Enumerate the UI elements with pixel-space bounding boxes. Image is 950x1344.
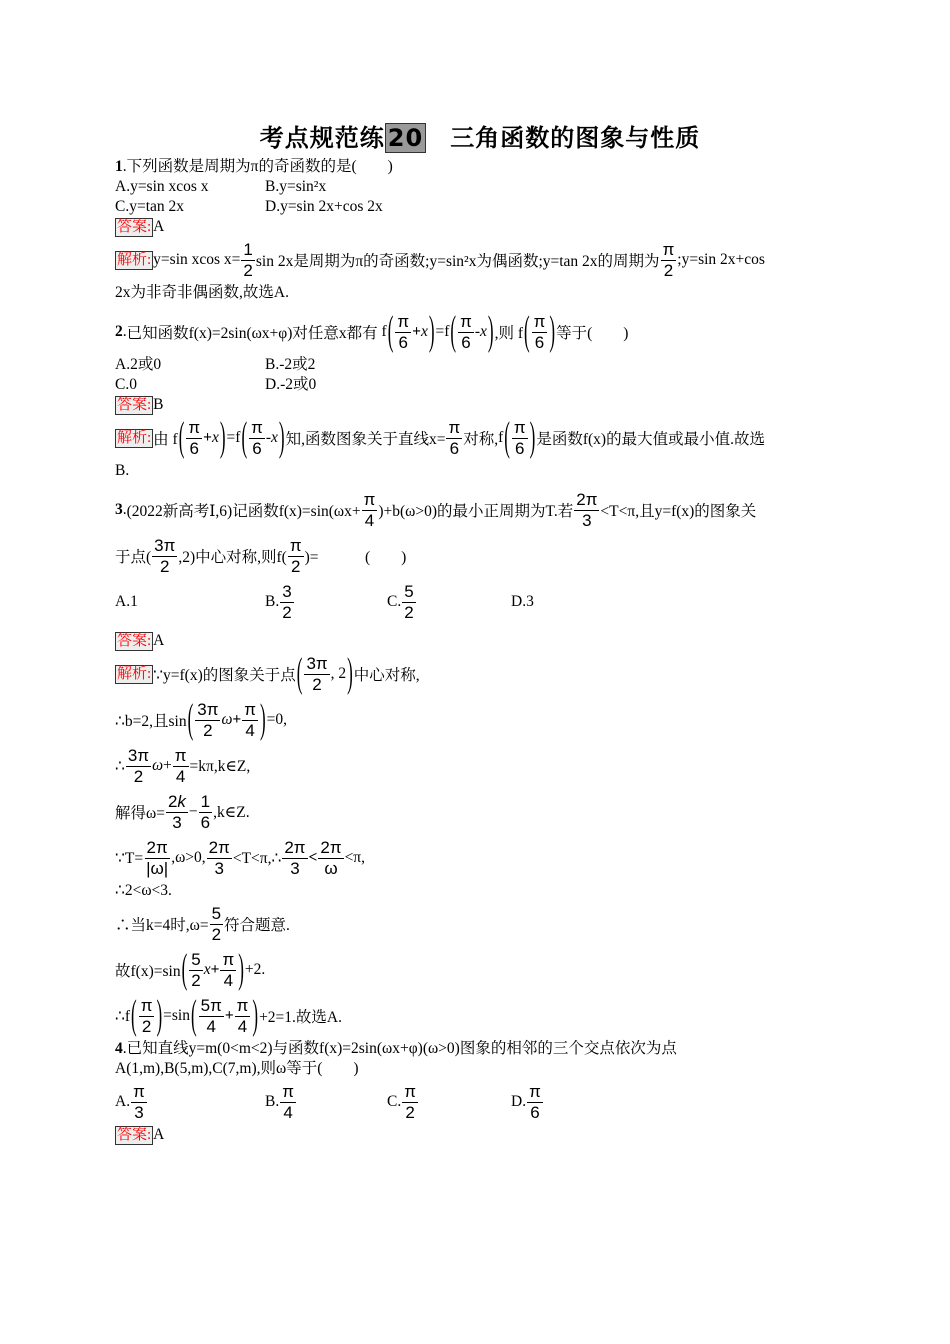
q1-option-c: C.y=tan 2x <box>115 198 185 215</box>
q1-answer: 答案: A <box>117 218 165 235</box>
q1-option-b: B.y=sin²x <box>265 178 327 195</box>
worksheet: 考点规范练 20 三角函数的图象与性质 1.下列函数是周期为π的奇函数的是( ) A.y=sin xcos x B.y=sin²x C.y=tan 2x D.y=sin 2x+cos 2x 答案: A 解析: y=sin xcos x= $\frac{1}{2}$ sin 2x是周期为π的奇函数;y=sin²x为偶函数;y=tan 2x的周期为 $\frac{\pi}{2}$ ;y=sin 2x+cos 2x为非奇非偶函数,故选A. 2 . 已知函数f(x)=2sin(ωx+φ)对任意x都有 f ( $\frac{\pi}{6}$ + x ) =f ( $\frac{\pi}{6}$ - x ) ,则 f ( $\frac{\pi}{6}$ ) 等于( ) A.2或0 B.-2或2 C.0 D.-2或0 答案: B 解析: 由 f ( $\frac{\pi}{6}$ + x ) =f ( $\frac{\pi}{6}$ - x ) 知,函数图象关于直线x= $\frac{\pi}{6}$ 对称, f ( $\frac{\pi}{6}$ ) 是函数f(x)的最大值或最小值.故选 B. 3 . (2022新高考Ⅰ,6)记函数f(x)=sin(ωx+ $\frac{\pi}{4}$ )+b(ω>0)的最小正周期为T.若 $\frac{2\pi}{3}$ <T<π,且y=f(x)的图象关 于点( $\frac{3\pi}{2}$ ,2)中心对称,则f( $\frac{\pi}{2}$ )= ( ) A.1 B. $\frac{3}{2}$ C. $\frac{5}{2}$ D.3 答案: A 解析: ∵y=f(x)的图象关于点 ( $\frac{3\pi}{2}$ , 2 ) 中心对称, ∴b=2,且sin ( $\frac{3\pi}{2}$ ω + $\frac{\pi}{4}$ ) =0, ∴ $\frac{3\pi}{2}$ ω + $\frac{\pi}{4}$ =kπ,k∈Z, 解得ω= $\frac{2k}{3}$ − $\frac{1}{6}$ ,k∈Z. ∵T= $\frac{2\pi}{|\omega|}$ ,ω>0, $\frac{2\pi}{3}$ <T<π,∴ $\frac{2\pi}{3}$ < $\frac{2\pi}{\omega}$ <π, ∴2<ω<3. ∴当k=4时,ω= $\frac{5}{2}$ 符合题意. 故f(x)=sin ( $\frac{5}{2}$ x + $\frac{\pi}{4}$ ) +2. ∴f ( $\frac{\pi}{2}$ ) =sin ( $\frac{5\pi}{4}$ + $\frac{\pi}{4}$ ) +2=1.故选A. 4.已知直线y=m(0<m<2)与函数f(x)=2sin(ωx+φ)(ω>0)图象的相邻的三个交点依次为点 A(1,m),B(5,m),C(7,m),则ω等于( ) A. $\frac{\pi}{3}$ B. $\frac{\pi}{4}$ C. $\frac{\pi}{2}$ D. $\frac{\pi}{6}$ 答案: A <box>115 118 835 1145</box>
q4-stem: 4.已知直线y=m(0<m<2)与函数f(x)=2sin(ωx+φ)(ω>0)图象的相邻的三个交点依次为点 <box>115 1040 677 1057</box>
q1-options <box>115 177 835 197</box>
q1-option-a: A.y=sin xcos x <box>115 178 209 195</box>
q2-analysis: 解析: 由 f ( $\frac{\pi}{6}$ + x ) =f ( $\frac{\pi}{6}$ - x ) 知,函数图象关于直线x= $\frac{\pi}{6}$ 对称, f ( $\frac{\pi}{6}$ ) 是函数f(x)的最大值或最小值.故选 <box>117 414 765 460</box>
exercise-number: 20 <box>385 123 426 153</box>
q2-options: A.2或0 B.-2或2 <box>115 356 316 373</box>
q2-stem: 2 . 已知函数f(x)=2sin(ωx+φ)对任意x都有 f ( $\frac{\pi}{6}$ + x ) =f ( $\frac{\pi}{6}$ - x ) ,则 f ( $\frac{\pi}{6}$ ) 等于( ) <box>115 308 629 354</box>
q1-stem: 1.下列函数是周期为π的奇函数的是( ) <box>115 158 393 175</box>
q3-options: A.1 B. $\frac{3}{2}$ C. $\frac{5}{2}$ D.3 <box>115 581 534 622</box>
q1-analysis: 解析: y=sin xcos x= $\frac{1}{2}$ sin 2x是周期为π的奇函数;y=sin²x为偶函数;y=tan 2x的周期为 $\frac{\pi}{2}$ ;y=sin 2x+cos <box>117 239 765 280</box>
q3-analysis: 解析: ∵y=f(x)的图象关于点 ( $\frac{3\pi}{2}$ , 2 ) 中心对称, <box>117 650 420 696</box>
q4-answer: 答案: A <box>117 1126 165 1143</box>
analysis-label: 解析: <box>117 251 152 268</box>
q4-options: A. $\frac{\pi}{3}$ B. $\frac{\pi}{4}$ C. $\frac{\pi}{2}$ D. $\frac{\pi}{6}$ <box>115 1081 541 1122</box>
q1-option-d: D.y=sin 2x+cos 2x <box>265 198 383 215</box>
answer-label: 答案: <box>117 219 152 235</box>
q3-stem: 3 . (2022新高考Ⅰ,6)记函数f(x)=sin(ωx+ $\frac{\pi}{4}$ )+b(ω>0)的最小正周期为T.若 $\frac{2\pi}{3}$ <T<π,且y=f(x)的图象关 <box>115 489 757 530</box>
page-title: 考点规范练 20 三角函数的图象与性质 <box>259 124 701 152</box>
q3-answer: 答案: A <box>117 632 165 649</box>
q2-answer: 答案: B <box>117 396 164 413</box>
